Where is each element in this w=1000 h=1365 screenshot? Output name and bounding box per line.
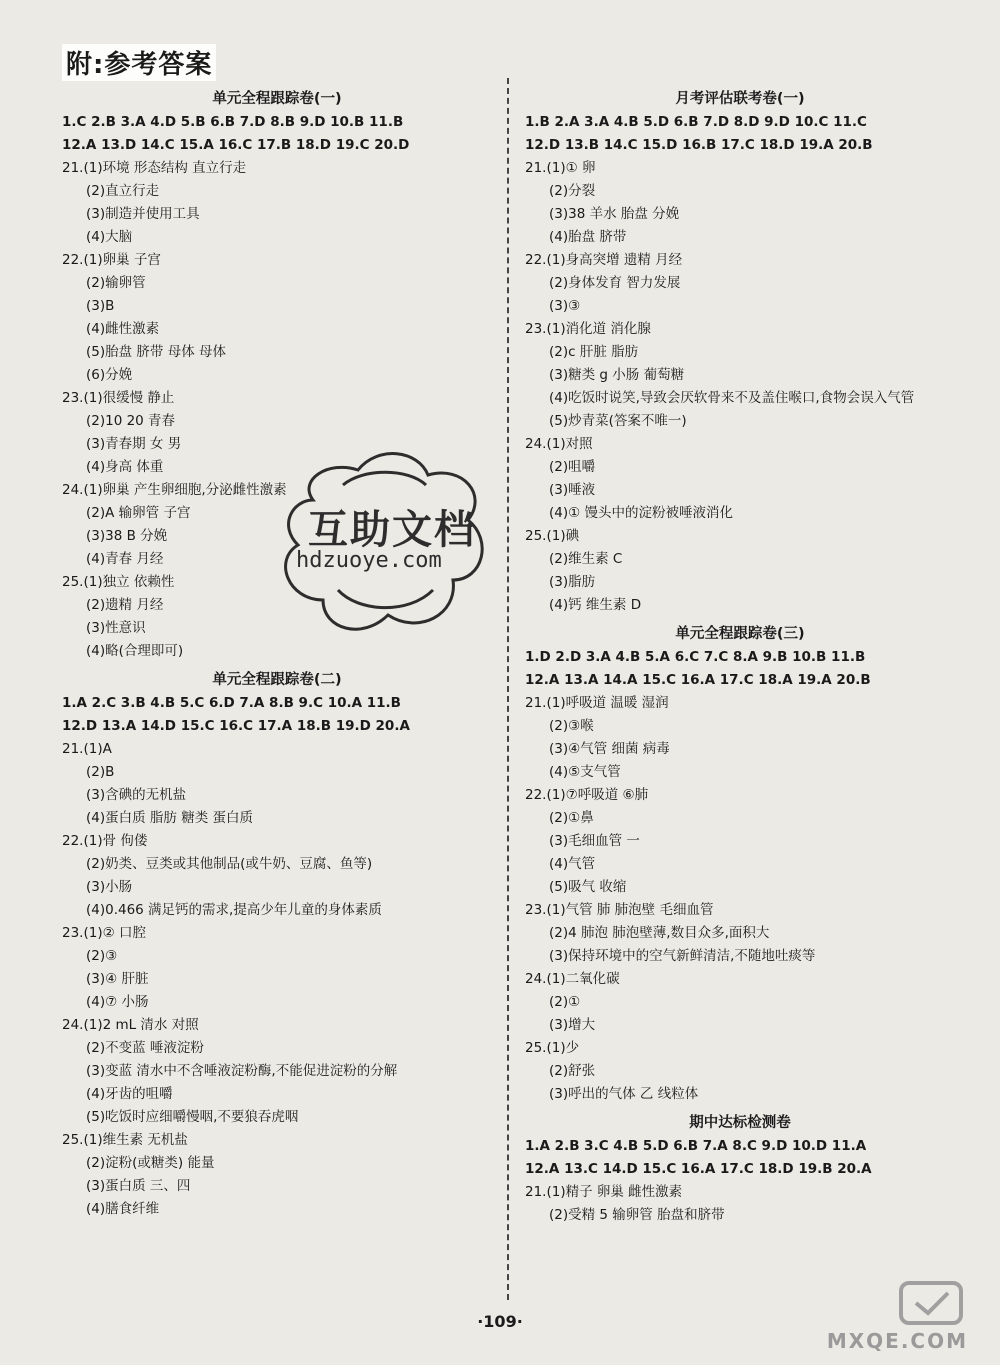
answer-line: (2)维生素 C <box>549 551 623 567</box>
choice-answers-row: 1.C 2.B 3.A 4.D 5.B 6.B 7.D 8.B 9.D 10.B 11.B <box>62 114 404 130</box>
answer-line: (4)⑤支气管 <box>549 764 621 780</box>
answer-line: 23.(1)气管 肺 肺泡壁 毛细血管 <box>525 902 714 918</box>
answer-line: (3)保持环境中的空气新鲜清洁,不随地吐痰等 <box>549 948 816 964</box>
answer-line: (3)唾液 <box>549 482 596 498</box>
answer-line: 21.(1)环境 形态结构 直立行走 <box>62 160 247 176</box>
answer-line: (3)呼出的气体 乙 线粒体 <box>549 1086 699 1102</box>
answer-line: (2)③ <box>86 948 118 964</box>
answer-line: (4)青春 月经 <box>86 551 164 567</box>
answer-line: (3)性意识 <box>86 620 146 636</box>
answer-line: (4)身高 体重 <box>86 459 164 475</box>
answer-line: (3)增大 <box>549 1017 596 1033</box>
answer-line: 25.(1)少 <box>525 1040 580 1056</box>
answer-line: (4)气管 <box>549 856 596 872</box>
answer-line: (3)含碘的无机盐 <box>86 787 187 803</box>
section-title: 单元全程跟踪卷(三) <box>675 626 805 642</box>
page-title: 附:参考答案 <box>62 44 216 81</box>
choice-answers-row: 1.A 2.C 3.B 4.B 5.C 6.D 7.A 8.B 9.C 10.A 11.B <box>62 695 401 711</box>
answer-line: (2)舒张 <box>549 1063 596 1079</box>
answer-line: 25.(1)独立 依赖性 <box>62 574 175 590</box>
answer-line: 24.(1)2 mL 清水 对照 <box>62 1017 199 1033</box>
page-number: ·109· <box>477 1312 523 1331</box>
answer-line: (3)③ <box>549 298 581 314</box>
answer-line: (5)胎盘 脐带 母体 母体 <box>86 344 226 360</box>
answer-line: (4)略(合理即可) <box>86 643 184 659</box>
answer-line: (4)钙 维生素 D <box>549 597 642 613</box>
section-title: 期中达标检测卷 <box>689 1115 791 1131</box>
answer-line: (3)脂肪 <box>549 574 596 590</box>
answer-line: (2)受精 5 输卵管 胎盘和脐带 <box>549 1207 725 1223</box>
answer-line: (4)吃饭时说笑,导致会厌软骨来不及盖住喉口,食物会误入气管 <box>549 390 915 406</box>
answer-line: 24.(1)卵巢 产生卵细胞,分泌雌性激素 <box>62 482 287 498</box>
corner-logo <box>786 1278 976 1353</box>
answer-line: (2)c 肝脏 脂肪 <box>549 344 639 360</box>
right-column <box>525 88 955 1227</box>
choice-answers-row: 12.D 13.B 14.C 15.D 16.B 17.C 18.D 19.A 20.B <box>525 137 873 153</box>
answer-line: (4)雌性激素 <box>86 321 160 337</box>
section-title: 单元全程跟踪卷(二) <box>212 672 342 688</box>
answer-line: 21.(1)① 卵 <box>525 160 596 176</box>
answer-line: (4)牙齿的咀嚼 <box>86 1086 173 1102</box>
answer-line: (2)奶类、豆类或其他制品(或牛奶、豆腐、鱼等) <box>86 856 373 872</box>
answer-line: (3)制造并使用工具 <box>86 206 200 222</box>
answer-line: 21.(1)精子 卵巢 雌性激素 <box>525 1184 683 1200</box>
answer-line: (2)淀粉(或糖类) 能量 <box>86 1155 215 1171</box>
answer-line: (3)蛋白质 三、四 <box>86 1178 191 1194</box>
answer-line: (3)B <box>86 298 115 314</box>
left-column <box>62 88 492 1221</box>
choice-answers-row: 12.A 13.C 14.D 15.C 16.A 17.C 18.D 19.B 20.A <box>525 1161 872 1177</box>
answer-line: 25.(1)维生素 无机盐 <box>62 1132 188 1148</box>
answer-line: 23.(1)很缓慢 静止 <box>62 390 175 406</box>
answer-line: 24.(1)二氧化碳 <box>525 971 620 987</box>
watermark-title: 互助文档 <box>308 506 476 553</box>
answer-line: (2)身体发育 智力发展 <box>549 275 681 291</box>
choice-answers-row: 12.D 13.A 14.D 15.C 16.C 17.A 18.B 19.D 20.A <box>62 718 410 734</box>
answer-line: 21.(1)A <box>62 741 112 757</box>
answer-line: 22.(1)骨 佝偻 <box>62 833 148 849</box>
answer-line: (4)蛋白质 脂肪 糖类 蛋白质 <box>86 810 253 826</box>
answer-line: (3)糖类 g 小肠 葡萄糖 <box>549 367 685 383</box>
answer-line: (2)4 肺泡 肺泡壁薄,数目众多,面积大 <box>549 925 770 941</box>
answer-stamp-icon <box>896 1278 966 1328</box>
answer-line: (4)① 馒头中的淀粉被唾液消化 <box>549 505 734 521</box>
answer-line: (3)④ 肝脏 <box>86 971 149 987</box>
answer-line: (2)咀嚼 <box>549 459 596 475</box>
answer-line: (2)①鼻 <box>549 810 594 826</box>
choice-answers-row: 12.A 13.D 14.C 15.A 16.C 17.B 18.D 19.C 20.D <box>62 137 410 153</box>
choice-answers-row: 1.B 2.A 3.A 4.B 5.D 6.B 7.D 8.D 9.D 10.C 11.C <box>525 114 867 130</box>
answer-line: (3)38 羊水 胎盘 分娩 <box>549 206 680 222</box>
answer-line: (4)0.466 满足钙的需求,提高少年儿童的身体素质 <box>86 902 382 918</box>
answer-line: (3)④气管 细菌 病毒 <box>549 741 670 757</box>
answer-line: (2)B <box>86 764 115 780</box>
answer-line: (3)青春期 女 男 <box>86 436 182 452</box>
answer-line: (4)⑦ 小肠 <box>86 994 149 1010</box>
answer-line: 25.(1)碘 <box>525 528 580 544</box>
answer-line: (2)输卵管 <box>86 275 146 291</box>
answer-line: 24.(1)对照 <box>525 436 593 452</box>
answer-line: (2)分裂 <box>549 183 596 199</box>
section-title: 单元全程跟踪卷(一) <box>212 91 342 107</box>
answer-line: 22.(1)身高突增 遗精 月经 <box>525 252 683 268</box>
answer-line: (2)10 20 青春 <box>86 413 176 429</box>
answer-line: (5)吸气 收缩 <box>549 879 627 895</box>
section-title: 月考评估联考卷(一) <box>675 91 805 107</box>
answer-line: (2)① <box>549 994 581 1010</box>
corner-logo-text: MXQE.COM <box>826 1329 968 1353</box>
answer-line: (4)胎盘 脐带 <box>549 229 627 245</box>
answer-line: 21.(1)呼吸道 温暖 湿润 <box>525 695 669 711</box>
answer-line: (2)A 输卵管 子宫 <box>86 505 191 521</box>
column-divider <box>507 78 509 1300</box>
answer-line: (2)直立行走 <box>86 183 160 199</box>
answer-line: (5)炒青菜(答案不唯一) <box>549 413 687 429</box>
watermark-url: hdzuoye.com <box>296 548 442 573</box>
answer-line: (3)小肠 <box>86 879 133 895</box>
answer-line: 22.(1)卵巢 子宫 <box>62 252 161 268</box>
answer-line: (5)吃饭时应细嚼慢咽,不要狼吞虎咽 <box>86 1109 299 1125</box>
answer-line: 22.(1)⑦呼吸道 ⑥肺 <box>525 787 649 803</box>
choice-answers-row: 1.D 2.D 3.A 4.B 5.A 6.C 7.C 8.A 9.B 10.B 11.B <box>525 649 866 665</box>
answer-line: (2)遗精 月经 <box>86 597 164 613</box>
answer-line: (2)③喉 <box>549 718 594 734</box>
answer-line: (4)膳食纤维 <box>86 1201 160 1217</box>
answer-line: (2)不变蓝 唾液淀粉 <box>86 1040 204 1056</box>
choice-answers-row: 12.A 13.A 14.A 15.C 16.A 17.C 18.A 19.A 20.B <box>525 672 871 688</box>
choice-answers-row: 1.A 2.B 3.C 4.B 5.D 6.B 7.A 8.C 9.D 10.D 11.A <box>525 1138 867 1154</box>
answer-line: (6)分娩 <box>86 367 133 383</box>
answer-line: 23.(1)消化道 消化腺 <box>525 321 651 337</box>
answer-line: (3)38 B 分娩 <box>86 528 168 544</box>
answer-line: 23.(1)② 口腔 <box>62 925 146 941</box>
answer-line: (3)变蓝 清水中不含唾液淀粉酶,不能促进淀粉的分解 <box>86 1063 398 1079</box>
answer-line: (3)毛细血管 一 <box>549 833 640 849</box>
answer-line: (4)大脑 <box>86 229 133 245</box>
